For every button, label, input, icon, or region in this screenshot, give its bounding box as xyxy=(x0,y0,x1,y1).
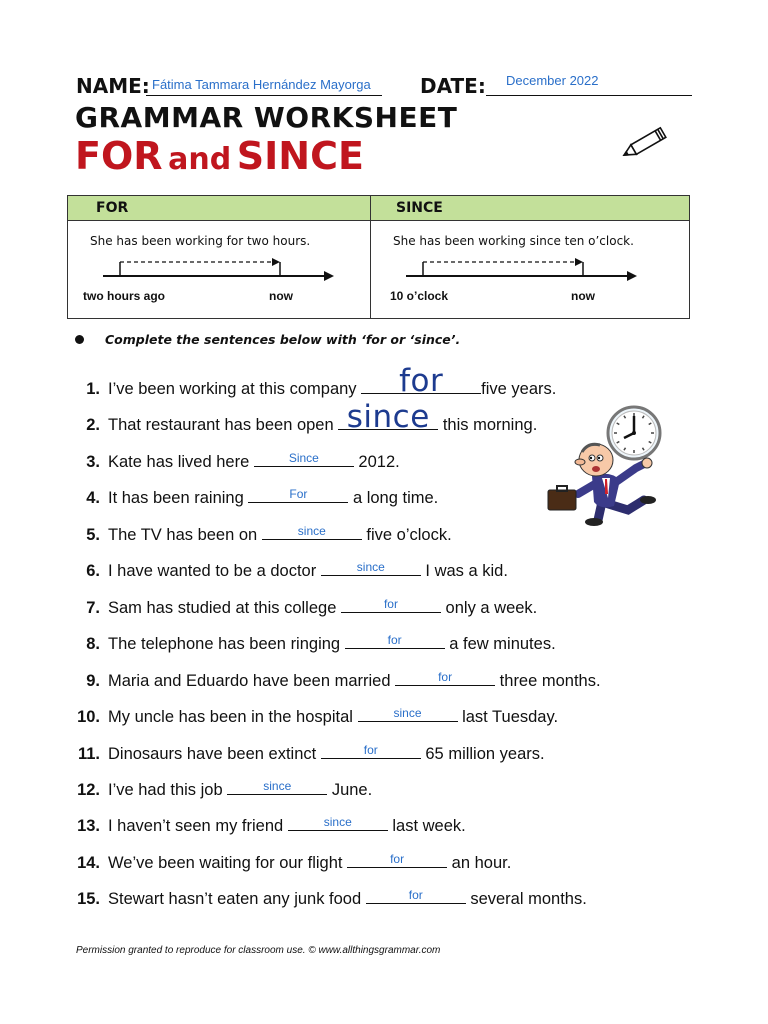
sentence-number: 13. xyxy=(77,817,100,836)
typed-answer: since xyxy=(323,815,352,830)
answer-blank[interactable] xyxy=(361,363,481,399)
sentence-text-before: I haven’t seen my friend xyxy=(108,817,288,836)
running-businessman-illustration xyxy=(540,440,665,528)
title-and: and xyxy=(168,142,232,177)
sentence-row xyxy=(70,888,587,910)
typed-answer: for xyxy=(408,888,423,903)
sentence-text-after: only a week. xyxy=(440,598,538,617)
sentence-text-before: My uncle has been in the hospital xyxy=(108,708,358,727)
sentence-number: 6. xyxy=(86,562,100,581)
sentence-row xyxy=(70,524,452,546)
typed-answer: For xyxy=(289,487,308,502)
since-heading: SINCE xyxy=(371,196,689,221)
sentence-row xyxy=(70,779,372,801)
answer-blank[interactable] xyxy=(288,816,388,831)
answer-blank[interactable] xyxy=(321,561,421,576)
sentence-text-before: Stewart hasn’t eaten any junk food xyxy=(108,890,366,909)
for-end-label: now xyxy=(269,289,293,303)
sentence-text-after: several months. xyxy=(465,890,587,909)
typed-answer: since xyxy=(263,778,292,793)
name-label: NAME: xyxy=(76,74,150,98)
for-start-label: two hours ago xyxy=(83,289,165,303)
typed-answer: for xyxy=(390,851,405,866)
sentence-text-before: Sam has studied at this college xyxy=(108,598,341,617)
answer-blank[interactable] xyxy=(347,853,447,868)
sentence-row xyxy=(70,451,400,473)
answer-blank[interactable] xyxy=(262,525,362,540)
answer-blank[interactable] xyxy=(366,889,466,904)
sentence-text-before: It has been raining xyxy=(108,489,249,508)
sentence-text-after: I was a kid. xyxy=(420,562,508,581)
sentence-number: 1. xyxy=(86,380,100,398)
sentence-row xyxy=(70,363,557,400)
typed-answer: for xyxy=(363,742,378,757)
name-field[interactable] xyxy=(146,75,382,96)
typed-answer: since xyxy=(393,706,422,721)
title-for: FOR xyxy=(75,134,163,178)
sentence-text-after: 65 million years. xyxy=(420,744,545,763)
date-field[interactable] xyxy=(486,75,692,96)
handwritten-answer: since xyxy=(346,399,430,436)
sentence-text-after: a few minutes. xyxy=(444,635,556,654)
sentence-text-after: June. xyxy=(327,780,373,799)
sentence-number: 8. xyxy=(86,635,100,654)
typed-answer: for xyxy=(387,633,402,648)
sentence-text-after: this morning. xyxy=(438,416,538,435)
since-timeline xyxy=(401,252,641,288)
since-column xyxy=(371,196,689,318)
answer-blank[interactable] xyxy=(338,399,438,436)
sentence-number: 3. xyxy=(86,452,100,471)
since-end-label: now xyxy=(571,289,595,303)
sentence-text-before: Maria and Eduardo have been married xyxy=(108,671,396,690)
for-since-table xyxy=(67,195,690,319)
sentence-text-after: five o’clock. xyxy=(361,525,452,544)
sentence-text-after: five years. xyxy=(481,380,557,398)
sentence-number: 12. xyxy=(77,780,100,799)
sentence-number: 10. xyxy=(77,708,100,727)
sentence-text-after: last Tuesday. xyxy=(457,708,559,727)
sentence-row xyxy=(70,706,558,728)
answer-blank[interactable] xyxy=(345,634,445,649)
sentence-number: 14. xyxy=(77,853,100,872)
typed-answer: Since xyxy=(288,450,319,465)
answer-blank[interactable] xyxy=(248,488,348,503)
sentence-text-before: The telephone has been ringing xyxy=(108,635,345,654)
sentence-text-before: I’ve been working at this company xyxy=(108,380,362,398)
typed-answer: for xyxy=(383,596,398,611)
answer-blank[interactable] xyxy=(227,780,327,795)
sentence-text-after: an hour. xyxy=(447,853,512,872)
date-value: December 2022 xyxy=(506,73,599,88)
sentence-text-before: I’ve had this job xyxy=(108,780,228,799)
sentence-row xyxy=(70,633,556,655)
instruction: Complete the sentences below with ‘for or ‘since’. xyxy=(105,332,461,347)
sentence-number: 7. xyxy=(86,598,100,617)
footer-permission: Permission granted to reproduce for classroom use. © www.allthingsgrammar.com xyxy=(76,945,441,956)
sentence-text-before: Dinosaurs have been extinct xyxy=(108,744,321,763)
sentence-row xyxy=(70,852,511,874)
since-start-label: 10 o’clock xyxy=(390,289,449,303)
sentence-row xyxy=(70,670,601,692)
sentence-number: 9. xyxy=(86,671,100,690)
sentence-row xyxy=(70,597,537,619)
worksheet-subtitle xyxy=(75,134,364,178)
answer-blank[interactable] xyxy=(341,598,441,613)
sentence-text-after: last week. xyxy=(387,817,466,836)
sentence-number: 15. xyxy=(77,890,100,909)
worksheet-title: GRAMMAR WORKSHEET xyxy=(75,101,458,134)
bullet-icon xyxy=(75,335,84,344)
sentence-row xyxy=(70,815,466,837)
answer-blank[interactable] xyxy=(321,744,421,759)
sentence-row xyxy=(70,399,538,436)
for-example: She has been working for two hours. xyxy=(90,234,311,248)
sentence-number: 5. xyxy=(86,525,100,544)
sentence-number: 2. xyxy=(86,416,100,435)
sentence-number: 11. xyxy=(77,744,100,763)
handwritten-answer: for xyxy=(399,363,444,399)
date-label: DATE: xyxy=(420,74,486,98)
pencil-icon xyxy=(618,122,674,164)
sentence-text-after: 2012. xyxy=(353,452,400,471)
typed-answer: for xyxy=(438,669,453,684)
sentence-text-after: a long time. xyxy=(348,489,439,508)
sentence-row xyxy=(70,743,545,765)
for-column xyxy=(68,196,371,318)
for-heading: FOR xyxy=(68,196,370,221)
sentence-row xyxy=(70,487,438,509)
answer-blank[interactable] xyxy=(254,452,354,467)
sentence-text-after: three months. xyxy=(495,671,601,690)
sentence-text-before: Kate has lived here xyxy=(108,452,254,471)
typed-answer: since xyxy=(297,523,326,538)
sentence-text-before: That restaurant has been open xyxy=(108,416,339,435)
since-example: She has been working since ten o’clock. xyxy=(393,234,634,248)
name-value: Fátima Tammara Hernández Mayorga xyxy=(152,77,371,92)
sentence-text-before: I have wanted to be a doctor xyxy=(108,562,321,581)
for-timeline xyxy=(98,252,338,288)
answer-blank[interactable] xyxy=(395,671,495,686)
sentence-row xyxy=(70,560,508,582)
title-since: SINCE xyxy=(236,134,364,178)
sentence-text-before: The TV has been on xyxy=(108,525,262,544)
sentence-text-before: We’ve been waiting for our flight xyxy=(108,853,348,872)
sentence-number: 4. xyxy=(86,489,100,508)
answer-blank[interactable] xyxy=(358,707,458,722)
typed-answer: since xyxy=(356,560,385,575)
